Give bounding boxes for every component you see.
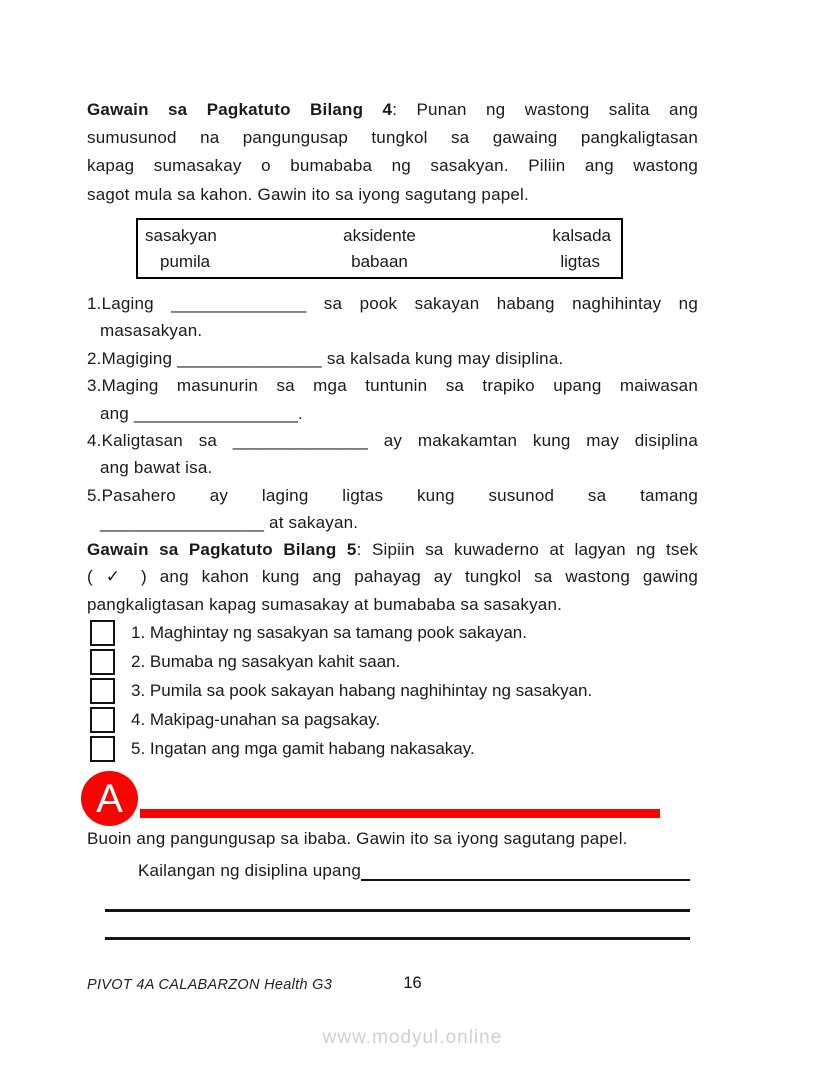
activity4-title: Gawain sa Pagkatuto Bilang 4 <box>87 100 393 119</box>
activity5-title: Gawain sa Pagkatuto Bilang 5 <box>87 540 357 559</box>
activity4-heading-line <box>87 96 698 124</box>
activity5-checklist <box>90 618 702 763</box>
item-3-line-1: 3.Maging masunurin sa mga tuntunin sa trapiko upang maiwasan <box>87 376 698 396</box>
activity5-heading-line <box>87 536 698 563</box>
sentence-prompt-text: Kailangan ng disiplina upang <box>138 861 361 880</box>
item-5-line-2: _________________ at sakayan. <box>100 513 359 533</box>
item-5-line-1: 5.Pasahero ay laging ligtas kung susunod sa tamang <box>87 485 698 505</box>
word-bank-word: ligtas <box>560 251 600 271</box>
checklist-label: 2. Bumaba ng sasakyan kahit saan. <box>131 651 401 671</box>
activity4-instructions <box>87 96 698 209</box>
word-bank-word: aksidente <box>343 225 416 245</box>
page-number: 16 <box>403 974 422 992</box>
word-bank-word: kalsada <box>552 225 611 245</box>
checklist-row <box>90 734 702 763</box>
answer-blank-line <box>361 855 690 881</box>
answer-line-2 <box>105 937 690 940</box>
activity4-instruction-line: sumusunod na pangungusap tungkol sa gawaing pangkaligtasan <box>87 128 698 148</box>
footer-module-title: PIVOT 4A CALABARZON Health G3 <box>87 977 333 993</box>
checklist-row <box>90 618 702 647</box>
checklist-row <box>90 647 702 676</box>
activity4-heading-rest: : Punan ng wastong salita ang <box>392 100 698 119</box>
activity4-items <box>87 290 698 537</box>
checkbox <box>90 707 115 733</box>
checkbox <box>90 649 115 675</box>
item-2-line-1: 2.Magiging _______________ sa kalsada kung may disiplina. <box>87 348 564 368</box>
item-4-line-1: 4.Kaligtasan sa ______________ ay makakamtan kung may disiplina <box>87 431 698 451</box>
activity5-heading-rest: : Sipiin sa kuwaderno at lagyan ng tsek <box>356 540 698 559</box>
checkbox <box>90 620 115 646</box>
section-a-divider <box>140 809 660 818</box>
word-bank-box <box>136 218 623 279</box>
checklist-label: 4. Makipag-unahan sa pagsakay. <box>131 709 381 729</box>
checklist-row <box>90 705 702 734</box>
watermark: www.modyul.online <box>322 1027 503 1048</box>
section-a-badge <box>81 771 138 826</box>
answer-line-1 <box>105 909 690 912</box>
checkbox <box>90 678 115 704</box>
checklist-row <box>90 676 702 705</box>
word-bank-word: babaan <box>351 251 408 271</box>
checklist-label: 1. Maghintay ng sasakyan sa tamang pook sakayan. <box>131 622 527 642</box>
section-a-letter: A <box>96 776 123 821</box>
activity4-instruction-line: kapag sumasakay o bumababa ng sasakyan. Piliin ang wastong <box>87 156 698 176</box>
word-bank-word: sasakyan <box>145 225 217 245</box>
item-1-line-2: masasakyan. <box>100 321 203 341</box>
item-4-line-2: ang bawat isa. <box>100 458 213 478</box>
item-1-line-1: 1.Laging ______________ sa pook sakayan habang naghihintay ng <box>87 294 698 313</box>
sentence-prompt-row <box>138 855 690 881</box>
activity5-instruction-line: ( ✓ ) ang kahon kung ang pahayag ay tungkol sa wastong gawing <box>87 567 698 587</box>
checkbox <box>90 736 115 762</box>
item-3-line-2: ang _________________. <box>100 403 303 423</box>
checklist-label: 5. Ingatan ang mga gamit habang nakasakay. <box>131 738 475 758</box>
activity5-instruction-line: pangkaligtasan kapag sumasakay at bumababa sa sasakyan. <box>87 594 563 614</box>
word-bank-word: pumila <box>160 251 211 271</box>
checklist-label: 3. Pumila sa pook sakayan habang naghihintay ng sasakyan. <box>131 680 593 700</box>
activity4-instruction-line: sagot mula sa kahon. Gawin ito sa iyong sagutang papel. <box>87 184 529 204</box>
activity5-instructions <box>87 536 698 618</box>
section-a-instruction: Buoin ang pangungusap sa ibaba. Gawin ito sa iyong sagutang papel. <box>87 829 628 848</box>
